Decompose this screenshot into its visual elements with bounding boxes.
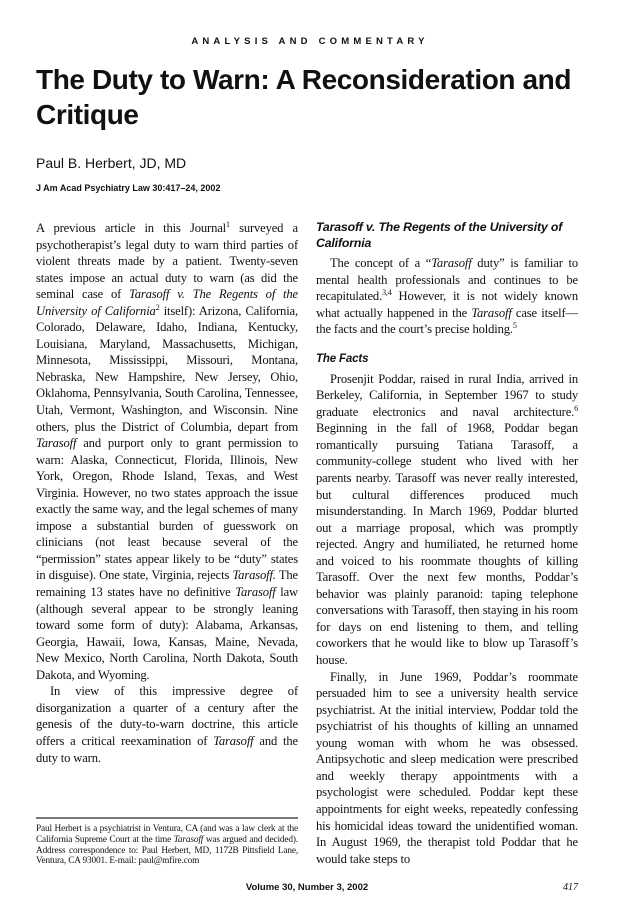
reference-superscript: 2 (155, 302, 160, 312)
author-name: Paul B. Herbert, JD, MD (36, 155, 187, 171)
paragraph (316, 669, 578, 868)
footer-volume: Volume 30, Number 3, 2002 (245, 882, 369, 894)
section-label: ANALYSIS AND COMMENTARY (191, 36, 429, 47)
footnote-divider (36, 817, 298, 819)
text-run: surveyed a psychotherapist’s legal duty to warn third parties of violent threats made by a patient. Twenty-seven states impose an actual duty to warn (as did the seminal case of (36, 221, 298, 302)
body-columns (36, 220, 578, 867)
text-run: and purport only to grant permission to warn: Alaska, Connecticut, Florida, Illinois, New York, Oregon, Rhode Island, Texas, and West Virginia. However, no two states approach the issue exactly the same way, and the legal schemes of many impose a substantial burden of guesswork on clinicians (not least because several of the “permission” states appear likely to be “duty” states in disguise). One state, Virginia, rejects (36, 436, 298, 583)
text-run: Beginning in the fall of 1968, Poddar began romantically pursuing Tatiana Tarasoff, a community-college student who lived with her parents nearby. Tarasoff was never really interested, but cultural differences produced much misunderstanding. In March 1969, Poddar blurted out a marriage proposal, which was promptly rejected. Angry and humiliated, he returned home and voiced to his roommate thoughts of killing Tarasoff. Over the next few months, Poddar’s behavior was plainly paranoid: taping telephone conversations with Tarasoff, then staying in his room for days on end listening to them, and telling coworkers that he would like to blow up Tarasoff’s house. (316, 421, 578, 668)
reference-superscript: 5 (512, 321, 517, 330)
paragraph (36, 683, 298, 766)
text-run: The concept of a “ (330, 256, 432, 270)
text-run: However, it is not widely known what actually happened in the (316, 289, 578, 320)
page-number: 417 (563, 882, 578, 894)
reference-superscript: 3,4 (382, 287, 392, 297)
subsection-heading: The Facts (316, 352, 369, 365)
journal-citation: J Am Acad Psychiatry Law 30:417–24, 2002 (36, 183, 221, 193)
text-run: Paul Herbert is a psychiatrist in Ventura, CA (and was a law clerk at the California Supreme Court at the time (36, 823, 298, 845)
text-run: case itself—the facts and the court’s precise holding. (316, 305, 578, 337)
reference-superscript: 1 (226, 219, 230, 229)
text-run: itself): Arizona, California, Colorado, Delaware, Idaho, Indiana, Kentucky, Louisiana, Maryland, Massachusetts, Michigan, Minnesota, Mississippi, Missouri, Montana, Nebraska, New Hampshire, New Jersey, Ohio, Oklahoma, Pennsylvania, South Carolina, Tennessee, Utah, Vermont, Washington, and Wisconsin. Nine others, plus the District of Columbia, depart from (36, 303, 298, 434)
reference-superscript: 6 (574, 403, 578, 413)
text-run: law (although several appear to be strongly leaning toward some form of duty): Alabama, Arkansas, Georgia, Hawaii, Iowa, Kansas, Maine, Nevada, New Mexico, North Carolina, North Dakota, South Dakota, and Wyoming. (36, 585, 298, 682)
paragraph (316, 371, 578, 669)
italic-text: Tarasoff (431, 256, 472, 270)
text-run: was argued and decided). Address correspondence to: Paul Herbert, MD, 1172B Pittsfield Lane, Ventura, CA 93001. E-mail: paul@mfire.com (36, 834, 298, 867)
text-run: The remaining 13 states have no definitive (36, 568, 298, 600)
italic-text: Tarasoff. (232, 568, 276, 583)
right-column (316, 220, 578, 867)
author-footnote (36, 824, 298, 867)
italic-text: Tarasoff (173, 834, 204, 845)
paragraph (36, 220, 298, 683)
italic-text: Tarasoff (471, 305, 512, 320)
article-title: The Duty to Warn: A Reconsideration and Critique (36, 64, 572, 130)
text-run: and the duty to warn. (36, 733, 298, 765)
text-run: In view of this impressive degree of disorganization a quarter of a century after the genesis of the duty-to-warn doctrine, this article offers a critical reexamination of (36, 684, 298, 748)
page-footer (36, 881, 578, 895)
footnote-block (36, 799, 298, 867)
italic-text: Tarasoff (235, 585, 276, 600)
italic-text: Tarasoff (213, 733, 254, 748)
paragraph (316, 255, 578, 338)
left-column (36, 220, 298, 867)
text-run: duty” is familiar to mental health professionals and continues to be recapitulated. (316, 256, 578, 304)
italic-text: Tarasoff v. The Regents of the University of California (36, 287, 298, 318)
italic-text: Tarasoff (36, 436, 77, 451)
text-run: Finally, in June 1969, Poddar’s roommate persuaded him to see a university health service psychiatrist. At the initial interview, Poddar told the psychiatrist of his thoughts of killing an unnamed young woman with whom he was obsessed. Antipsychotic and sleep medication were prescribed and weekly therapy appointments with a psychologist were scheduled. Poddar kept these appointments for eight weeks, repeatedly confessing his homicidal ideas toward the unidentified woman. In August 1969, the therapist told Poddar that he would take steps to (316, 669, 578, 866)
text-run: Prosenjit Poddar, raised in rural India, arrived in Berkeley, California, in September 1967 to study graduate electronics and naval architecture. (316, 371, 578, 419)
section-heading: Tarasoff v. The Regents of the University of California (316, 220, 563, 250)
text-run: A previous article in this Journal (36, 221, 226, 235)
